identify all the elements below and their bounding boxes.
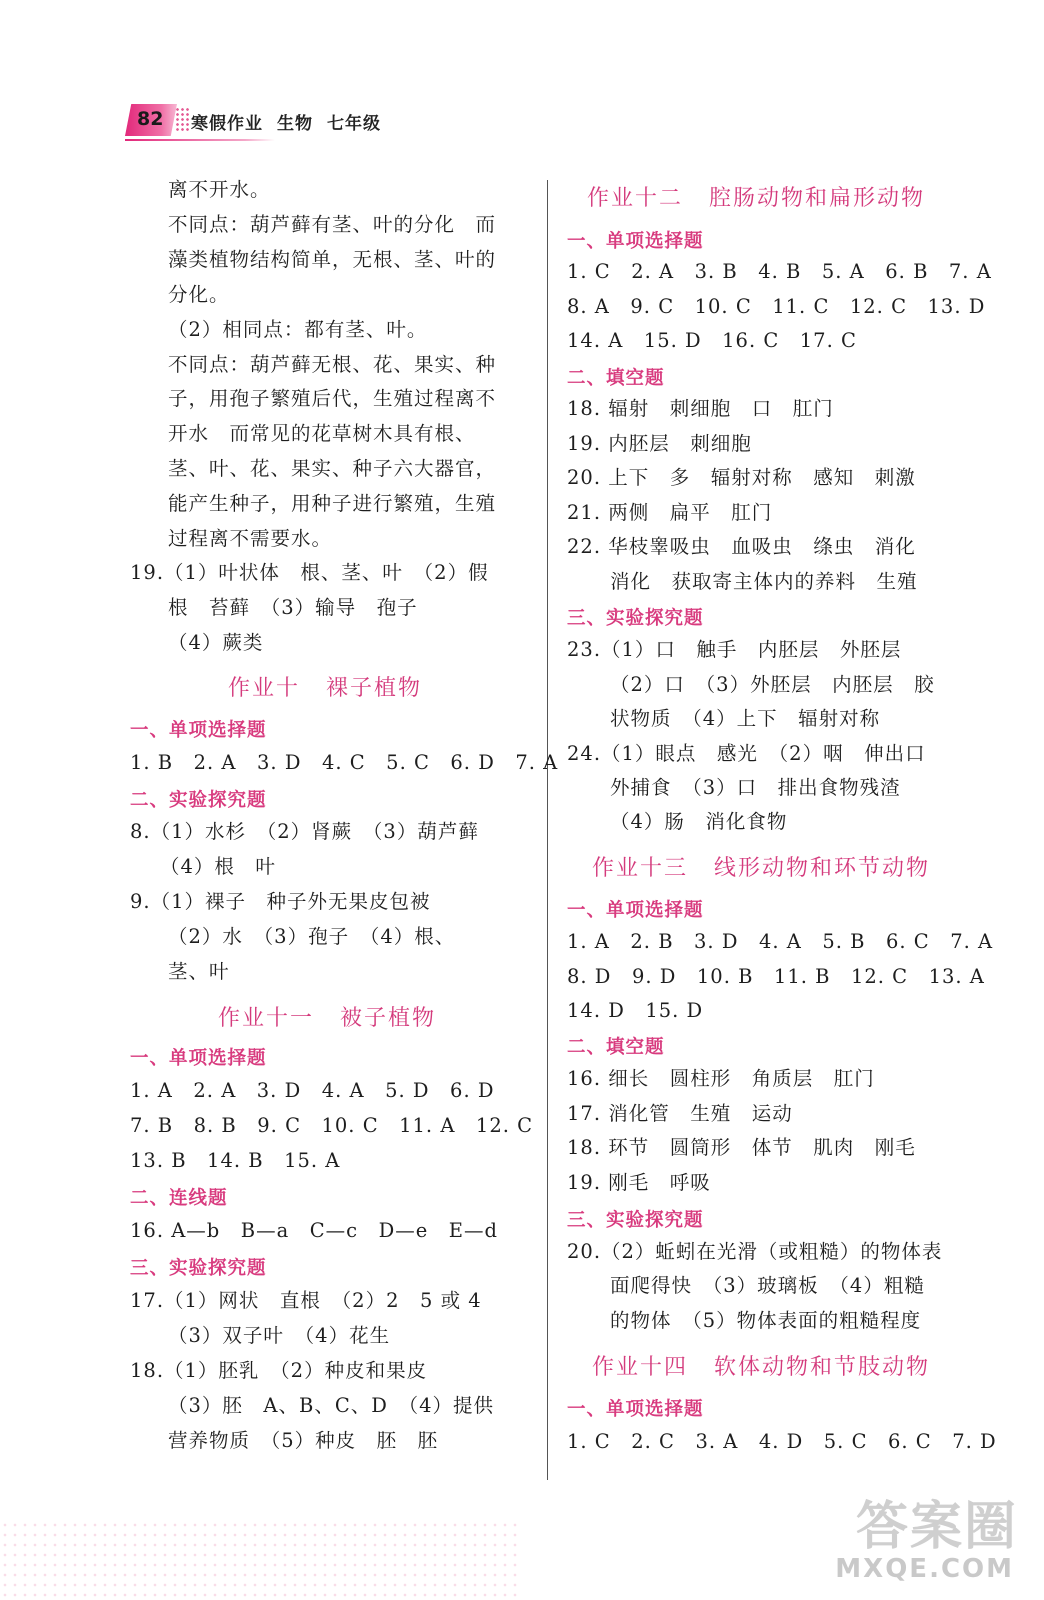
question-16: 16. A—b B—a C—c D—e E—d [130, 1219, 498, 1242]
watermark-logo [768, 1484, 1018, 1584]
fill-answer: 消化 获取寄主体内的养料 生殖 [610, 570, 918, 593]
section-heading: 二、填空题 [567, 368, 665, 389]
header-underline [125, 139, 275, 141]
fill-answer: 22. 华枝睾吸虫 血吸虫 绦虫 消化 [567, 535, 916, 558]
question-18: 18.（1）胚乳 （2）种皮和果皮 [130, 1359, 428, 1382]
homework-12-title [587, 181, 925, 212]
fill-answer: 20. 上下 多 辐射对称 感知 刺激 [567, 466, 916, 489]
answer-line: 8. A 9. C 10. C 11. C 12. C 13. D [567, 295, 986, 318]
answer-line: 14. D 15. D [567, 999, 704, 1022]
fill-answer: 19. 刚毛 呼吸 [567, 1171, 711, 1194]
question-17: 17.（1）网状 直根 （2）2 5 或 4 [130, 1289, 482, 1312]
answer-line: 1. C 2. A 3. B 4. B 5. A 6. B 7. A [567, 260, 992, 283]
question-24: 外捕食 （3）口 排出食物残渣 [610, 776, 901, 799]
answer-line: 14. A 15. D 16. C 17. C [567, 329, 857, 352]
text-line: 不同点：葫芦藓无根、花、果实、种 [168, 353, 497, 376]
question-20: 的物体 （5）物体表面的粗糙程度 [610, 1309, 922, 1332]
text-line: 不同点：葫芦藓有茎、叶的分化 而 [168, 213, 497, 236]
question-24: （4）肠 消化食物 [610, 810, 788, 833]
question-19: 19.（1）叶状体 根、茎、叶 （2）假 [130, 561, 489, 584]
fill-answer: 18. 环节 圆筒形 体节 肌肉 刚毛 [567, 1136, 916, 1159]
homework-name: 腔肠动物和扁形动物 [709, 186, 926, 211]
answer-line: 1. A 2. A 3. D 4. A 5. D 6. D [130, 1079, 495, 1102]
text-line: 茎、叶、花、果实、种子六大器官， [168, 457, 497, 480]
question-18: 营养物质 （5）种皮 胚 胚 [168, 1429, 439, 1452]
text-line: 离不开水。 [168, 178, 271, 201]
homework-number: 作业十二 [587, 186, 684, 211]
homework-number: 作业十 [228, 676, 301, 701]
homework-10-title [228, 671, 422, 702]
question-20: 20.（2）蚯蚓在光滑（或粗糙）的物体表 [567, 1240, 943, 1263]
homework-name: 被子植物 [340, 1006, 437, 1031]
decorative-dots [0, 1520, 520, 1600]
question-23: （2）口 （3）外胚层 内胚层 胶 [610, 673, 935, 696]
fill-answer: 19. 内胚层 刺细胞 [567, 432, 752, 455]
section-heading: 一、单项选择题 [130, 720, 267, 741]
homework-number: 作业十一 [218, 1006, 315, 1031]
answer-line: 1. A 2. B 3. D 4. A 5. B 6. C 7. A [567, 930, 994, 953]
text-line: 开水 而常见的花草树木具有根、 [168, 422, 476, 445]
question-8: 8.（1）水杉 （2）肾蕨 （3）葫芦藓 [130, 820, 479, 843]
grade-name: 七年级 [327, 114, 381, 134]
watermark-url: MXQE.COM [835, 1554, 1014, 1584]
text-line: 分化。 [168, 283, 230, 306]
section-heading: 二、填空题 [567, 1037, 665, 1058]
question-19: 根 苔藓 （3）输导 孢子 [168, 596, 418, 619]
column-divider [547, 180, 548, 1480]
question-9: 茎、叶 [168, 960, 230, 983]
homework-name: 软体动物和节肢动物 [714, 1355, 931, 1380]
book-title [191, 109, 395, 134]
homework-name: 裸子植物 [326, 676, 423, 701]
header-dots [175, 107, 191, 133]
homework-number: 作业十四 [592, 1355, 689, 1380]
answer-line: 1. C 2. C 3. A 4. D 5. C 6. C 7. D [567, 1430, 997, 1453]
section-heading: 二、实验探究题 [130, 790, 267, 811]
text-line: 子，用孢子繁殖后代，生殖过程离不 [168, 387, 497, 410]
homework-11-title [218, 1001, 436, 1032]
page-header [125, 104, 425, 138]
text-line: （2）相同点：都有茎、叶。 [168, 318, 428, 341]
question-9: （2）水 （3）孢子 （4）根、 [168, 925, 456, 948]
text-line: 能产生种子，用种子进行繁殖，生殖 [168, 492, 497, 515]
homework-name: 线形动物和环节动物 [714, 856, 931, 881]
section-heading: 三、实验探究题 [567, 1210, 704, 1231]
question-23: 23.（1）口 触手 内胚层 外胚层 [567, 638, 902, 661]
text-line: 过程离不需要水。 [168, 527, 333, 550]
section-heading: 三、实验探究题 [567, 608, 704, 629]
page-number: 82 [137, 108, 164, 130]
question-24: 24.（1）眼点 感光 （2）咽 伸出口 [567, 742, 926, 765]
homework-13-title [592, 851, 930, 882]
watermark-text: 答案圈 [855, 1497, 1018, 1557]
fill-answer: 21. 两侧 扁平 肛门 [567, 501, 773, 524]
text-line: 藻类植物结构简单，无根、茎、叶的 [168, 248, 497, 271]
book-name: 寒假作业 [191, 114, 263, 134]
question-23: 状物质 （4）上下 辐射对称 [610, 707, 881, 730]
homework-14-title [592, 1350, 930, 1381]
question-9: 9.（1）裸子 种子外无果皮包被 [130, 890, 431, 913]
fill-answer: 16. 细长 圆柱形 角质层 肛门 [567, 1067, 875, 1090]
section-heading: 一、单项选择题 [567, 900, 704, 921]
answer-line: 13. B 14. B 15. A [130, 1149, 341, 1172]
subject-name: 生物 [277, 114, 313, 134]
section-heading: 二、连线题 [130, 1188, 228, 1209]
answer-line: 8. D 9. D 10. B 11. B 12. C 13. A [567, 965, 985, 988]
question-17: （3）双子叶 （4）花生 [168, 1324, 391, 1347]
question-8: （4）根 叶 [160, 855, 276, 878]
question-19: （4）蕨类 [168, 631, 264, 654]
section-heading: 一、单项选择题 [130, 1048, 267, 1069]
answer-line: 7. B 8. B 9. C 10. C 11. A 12. C [130, 1114, 534, 1137]
fill-answer: 18. 辐射 刺细胞 口 肛门 [567, 397, 834, 420]
question-18: （3）胚 A、B、C、D （4）提供 [168, 1394, 495, 1417]
section-heading: 三、实验探究题 [130, 1258, 267, 1279]
section-heading: 一、单项选择题 [567, 1399, 704, 1420]
homework-number: 作业十三 [592, 856, 689, 881]
answer-line: 1. B 2. A 3. D 4. C 5. C 6. D 7. A [130, 751, 559, 774]
question-20: 面爬得快 （3）玻璃板 （4）粗糙 [610, 1274, 925, 1297]
section-heading: 一、单项选择题 [567, 231, 704, 252]
fill-answer: 17. 消化管 生殖 运动 [567, 1102, 793, 1125]
